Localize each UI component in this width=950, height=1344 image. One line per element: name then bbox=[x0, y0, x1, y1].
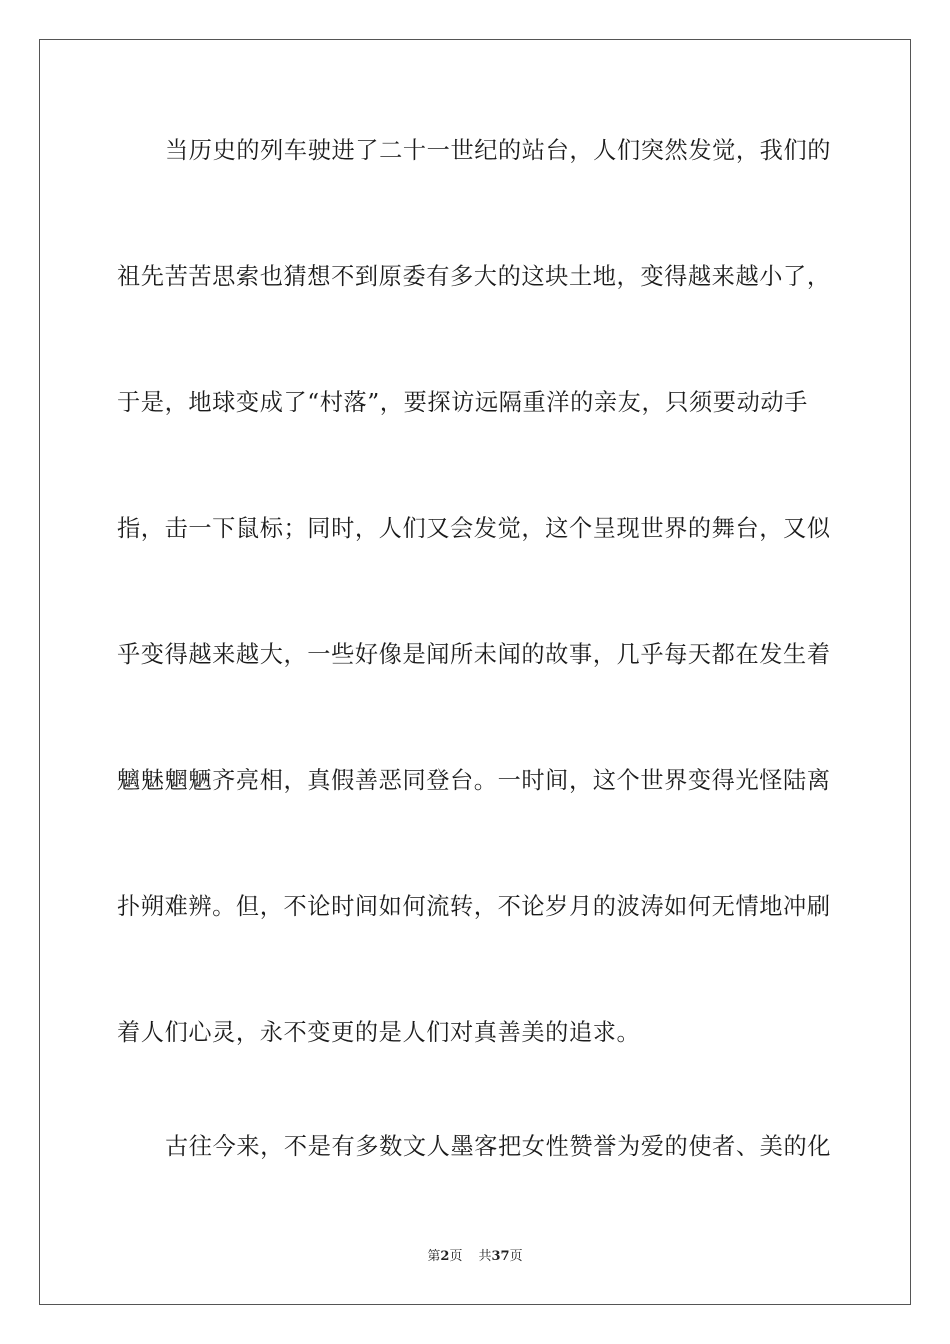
paragraph-2-line-1: 古往今来，不是有多数文人墨客把女性赞誉为爱的使者、美的化 bbox=[165, 1133, 832, 1160]
page-prefix: 第 bbox=[427, 1249, 441, 1264]
paragraph-1-line-1: 当历史的列车驶进了二十一世纪的站台，人们突然发觉，我们的 bbox=[165, 137, 832, 164]
paragraph-1-line-2: 祖先苦苦思索也猜想不到原委有多大的这块土地，变得越来越小了， bbox=[117, 263, 831, 290]
paragraph-1-line-6: 魑魅魍魉齐亮相，真假善恶同登台。一时间，这个世界变得光怪陆离 bbox=[117, 767, 831, 794]
page-number: 2 bbox=[440, 1249, 450, 1264]
paragraph-1-line-3: 于是，地球变成了“村落”，要探访远隔重洋的亲友，只须要动动手 bbox=[117, 389, 808, 416]
total-suffix: 页 bbox=[509, 1249, 523, 1264]
paragraph-1-line-7: 扑朔难辨。但，不论时间如何流转，不论岁月的波涛如何无情地冲刷 bbox=[117, 893, 831, 920]
paragraph-1-line-5: 乎变得越来越大，一些好像是闻所未闻的故事，几乎每天都在发生着 bbox=[117, 641, 831, 668]
paragraph-1-line-8: 着人们心灵，永不变更的是人们对真善美的追求。 bbox=[117, 1019, 641, 1046]
page-frame bbox=[39, 39, 911, 1305]
total-prefix: 共 bbox=[478, 1249, 492, 1264]
total-pages: 37 bbox=[491, 1249, 510, 1264]
page-footer bbox=[0, 1248, 950, 1266]
paragraph-1-line-4: 指，击一下鼠标；同时，人们又会发觉，这个呈现世界的舞台，又似 bbox=[117, 515, 831, 542]
page-suffix: 页 bbox=[449, 1249, 463, 1264]
